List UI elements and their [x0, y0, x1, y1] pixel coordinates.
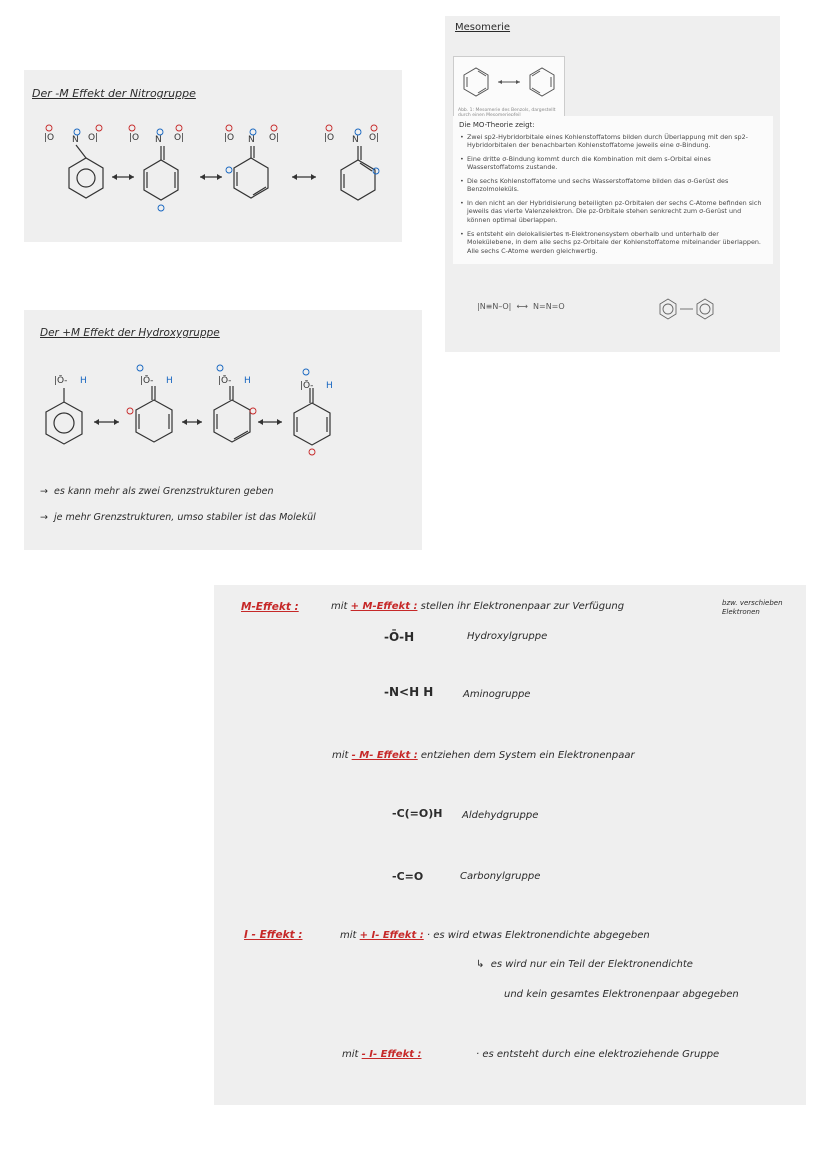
- carbonyl-formula: -C=O: [392, 870, 424, 883]
- note-1: → es kann mehr als zwei Grenzstrukturen geben: [40, 486, 274, 497]
- benzene-ring: [46, 402, 82, 444]
- svg-text:O|: O|: [88, 133, 99, 143]
- benzene-ring: [214, 400, 250, 442]
- mo-bullet-4: • In den nicht an der Hybridisierung beteiligten pz-Orbitalen der sechs C-Atome befinden sich jeweils das vierte Valenzelektron. Die pz-Orbitale stehen senkrecht zum σ-Gerüst und können optimal überlappen.: [460, 199, 762, 224]
- svg-text:N: N: [155, 135, 162, 145]
- svg-text:|O: |O: [129, 133, 140, 143]
- benzene-circle-resonance: [655, 296, 725, 320]
- formula-left: |N≡N–O|: [477, 302, 512, 311]
- benzene-ring: [144, 160, 178, 200]
- svg-text:H: H: [166, 376, 173, 386]
- svg-text:|Ō-: |Ō-: [300, 381, 314, 391]
- hydroxyl-name: Hydroxylgruppe: [467, 631, 548, 642]
- svg-text:O|: O|: [269, 133, 280, 143]
- aldehyde-name: Aldehydgruppe: [462, 810, 539, 821]
- svg-text:|Ō-: |Ō-: [54, 376, 68, 386]
- hydroxy-title: Der +M Effekt der Hydroxygruppe: [40, 327, 220, 339]
- mo-bullet-3: • Die sechs Kohlenstoffatome und sechs Wasserstoffatome bilden das σ-Gerüst des Benzolmoleküls.: [460, 177, 729, 194]
- benzene-ring: [234, 158, 268, 198]
- nitro-resonance-diagram: [24, 70, 402, 242]
- amino-formula: -N<H H: [384, 685, 434, 699]
- plus-i-line: mit + I- Effekt : · es wird etwas Elektronendichte abgegeben: [340, 930, 650, 941]
- formula-resonance: |N≡N–O| ⟷ N=N=O: [477, 302, 565, 311]
- plus-i-desc2-line: ↳ es wird nur ein Teil der Elektronendichte: [476, 959, 693, 970]
- aldehyde-formula: -C(=O)H: [392, 807, 443, 820]
- plus-m-line: mit + M-Effekt : stellen ihr Elektronenpaar zur Verfügung: [331, 601, 625, 612]
- note-2: → je mehr Grenzstrukturen, umso stabiler ist das Molekül: [40, 512, 316, 523]
- benzene-ring: [294, 403, 330, 445]
- plus-m-desc2: bzw. verschieben Elektronen: [722, 599, 783, 616]
- hydroxy-resonance-diagram: [24, 310, 422, 470]
- mo-heading: Die MO-Theorie zeigt:: [459, 121, 535, 129]
- svg-text:|Ō-: |Ō-: [140, 376, 154, 386]
- svg-text:O|: O|: [369, 133, 380, 143]
- m-effect-label: M-Effekt :: [241, 601, 299, 613]
- plus-i-desc3: und kein gesamtes Elektronenpaar abgegeben: [504, 989, 739, 1000]
- mesomerie-card: [445, 16, 780, 352]
- minus-i-desc: · es entsteht durch eine elektroziehende Gruppe: [476, 1049, 720, 1060]
- svg-text:H: H: [80, 376, 87, 386]
- mo-text-box: [453, 116, 773, 264]
- svg-text:H: H: [244, 376, 251, 386]
- svg-text:H: H: [326, 381, 333, 391]
- benzene-ring: [341, 160, 375, 200]
- hydroxyl-formula: -Ō-H: [384, 630, 415, 644]
- svg-text:N: N: [352, 135, 359, 145]
- nitro-title: Der -M Effekt der Nitrogruppe: [32, 87, 196, 100]
- svg-text:|O: |O: [44, 133, 55, 143]
- mo-bullet-5: • Es entsteht ein delokalisiertes π-Elektronensystem oberhalb und unterhalb der Molekülebene, in dem alle sechs pz-Orbitale der Kohlenstoffatome miteinander überlappen. Alle sechs C-Atome werden gleichwertig.: [460, 230, 761, 255]
- svg-text:N: N: [248, 135, 255, 145]
- benzene-ring: [69, 158, 103, 198]
- svg-text:|Ō-: |Ō-: [218, 376, 232, 386]
- svg-text:|O: |O: [324, 133, 335, 143]
- negative-charges: [46, 125, 377, 131]
- svg-text:|O: |O: [224, 133, 235, 143]
- nitro-card: [24, 70, 402, 242]
- hydroxy-card: [24, 310, 422, 550]
- figure-caption: Abb. 1: Mesomerie des Benzols, dargestellt: [458, 108, 556, 113]
- minus-m-line: mit - M- Effekt : entziehen dem System ein Elektronenpaar: [332, 750, 635, 761]
- benzene-mesomerie-svg: [454, 57, 564, 107]
- minus-i-line: mit - I- Effekt :: [342, 1049, 422, 1060]
- mo-bullet-2: • Eine dritte σ-Bindung kommt durch die Kombination mit dem s-Orbital eines Wasserstoffatoms zustande.: [460, 155, 711, 172]
- carbonyl-name: Carbonylgruppe: [460, 871, 541, 882]
- mo-bullet-1: • Zwei sp2-Hybridorbitale eines Kohlenstoffatoms bilden durch Überlappung mit den sp2-Hybridorbitalen der benachbarten Kohlenstoffatome jeweils eine σ-Bindung.: [460, 133, 748, 150]
- effects-card: [214, 585, 806, 1105]
- amino-name: Aminogruppe: [463, 689, 531, 700]
- i-effect-label: I - Effekt :: [244, 929, 303, 941]
- svg-text:O|: O|: [174, 133, 185, 143]
- benzene-ring: [136, 400, 172, 442]
- svg-text:N: N: [72, 135, 79, 145]
- formula-right: N=N=O: [533, 302, 565, 311]
- mesomerie-title: Mesomerie: [455, 22, 511, 33]
